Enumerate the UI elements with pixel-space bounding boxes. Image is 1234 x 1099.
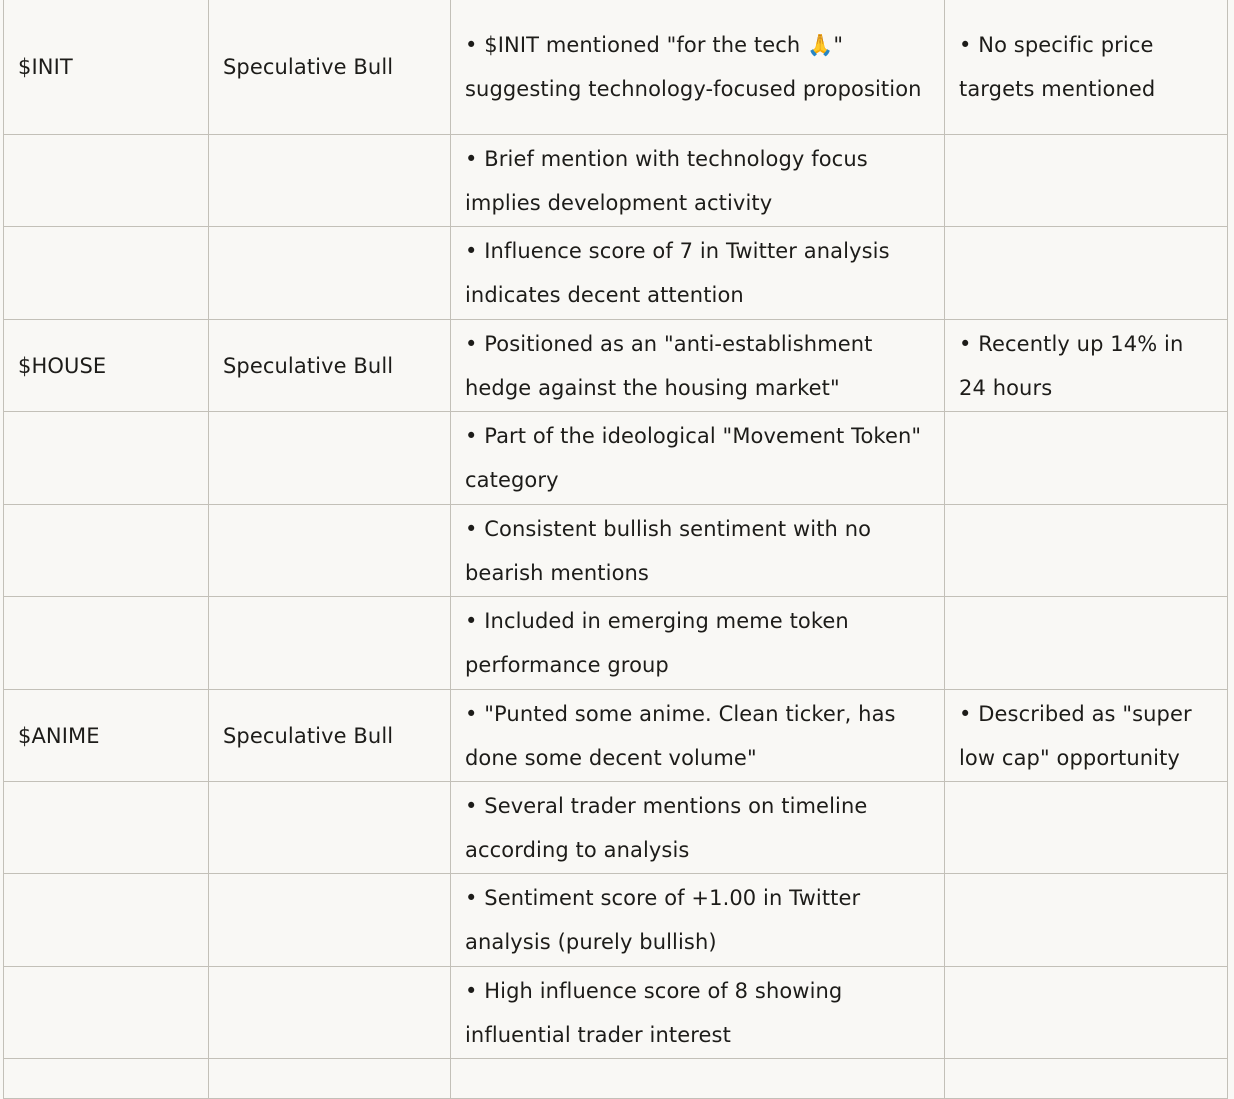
key-point-text: • Influence score of 7 in Twitter analysis indicates decent attention [465, 239, 890, 307]
key-point-text: • High influence score of 8 showing influential trader interest [465, 979, 842, 1047]
token-cell [4, 227, 209, 320]
table-row [4, 412, 1228, 505]
key-point-text: • Part of the ideological "Movement Token" category [465, 424, 921, 492]
table-row [4, 0, 1228, 135]
key-point-text: • $INIT mentioned "for the tech 🙏" suggesting technology-focused proposition [465, 33, 922, 101]
sentiment-cell [209, 782, 451, 874]
key-point-cell [451, 0, 945, 135]
sentiment-cell [209, 227, 451, 320]
key-point-cell [451, 597, 945, 690]
price-note-cell [945, 597, 1228, 690]
price-note-cell [945, 967, 1228, 1059]
sentiment-cell: Speculative Bull [209, 0, 451, 135]
token-cell [4, 1059, 209, 1099]
price-note-text: • No specific price targets mentioned [959, 33, 1155, 101]
sentiment-cell [209, 874, 451, 967]
price-note-text: • Recently up 14% in 24 hours [959, 332, 1183, 400]
key-point-cell [451, 227, 945, 320]
key-point-cell [451, 690, 945, 782]
token-cell [4, 505, 209, 597]
key-point-cell [451, 1059, 945, 1099]
table-row [4, 874, 1228, 967]
sentiment-cell [209, 1059, 451, 1099]
token-cell: $ANIME [4, 690, 209, 782]
sentiment-cell [209, 412, 451, 505]
token-cell [4, 412, 209, 505]
token-cell [4, 597, 209, 690]
key-point-text: • Brief mention with technology focus implies development activity [465, 147, 868, 215]
table-row [4, 1059, 1228, 1099]
price-note-text: • Described as "super low cap" opportunity [959, 702, 1192, 770]
price-note-cell [945, 1059, 1228, 1099]
table-row [4, 505, 1228, 597]
key-point-text: • Included in emerging meme token performance group [465, 609, 849, 677]
token-cell: $INIT [4, 0, 209, 135]
sentiment-cell [209, 597, 451, 690]
key-point-cell [451, 967, 945, 1059]
sentiment-cell: Speculative Bull [209, 320, 451, 412]
key-point-text: • Positioned as an "anti-establishment hedge against the housing market" [465, 332, 873, 400]
key-point-cell [451, 320, 945, 412]
token-cell [4, 135, 209, 227]
price-note-cell [945, 0, 1228, 135]
token-cell [4, 967, 209, 1059]
sentiment-cell: Speculative Bull [209, 690, 451, 782]
token-sentiment-table [3, 0, 1228, 1099]
table-row [4, 135, 1228, 227]
table-row [4, 227, 1228, 320]
table-row [4, 782, 1228, 874]
sentiment-cell [209, 135, 451, 227]
key-point-cell [451, 135, 945, 227]
table-row [4, 690, 1228, 782]
table-row [4, 597, 1228, 690]
price-note-cell [945, 320, 1228, 412]
key-point-text: • Consistent bullish sentiment with no bearish mentions [465, 517, 871, 585]
token-cell: $HOUSE [4, 320, 209, 412]
key-point-text: • Several trader mentions on timeline according to analysis [465, 794, 867, 862]
key-point-cell [451, 782, 945, 874]
price-note-cell [945, 505, 1228, 597]
price-note-cell [945, 874, 1228, 967]
sentiment-cell [209, 967, 451, 1059]
sentiment-cell [209, 505, 451, 597]
token-cell [4, 782, 209, 874]
price-note-cell [945, 135, 1228, 227]
key-point-cell [451, 412, 945, 505]
token-cell [4, 874, 209, 967]
key-point-text: • Sentiment score of +1.00 in Twitter analysis (purely bullish) [465, 886, 860, 954]
price-note-cell [945, 412, 1228, 505]
key-point-cell [451, 505, 945, 597]
price-note-cell [945, 690, 1228, 782]
price-note-cell [945, 782, 1228, 874]
table-row [4, 967, 1228, 1059]
key-point-cell [451, 874, 945, 967]
table-row [4, 320, 1228, 412]
key-point-text: • "Punted some anime. Clean ticker, has done some decent volume" [465, 702, 896, 770]
price-note-cell [945, 227, 1228, 320]
